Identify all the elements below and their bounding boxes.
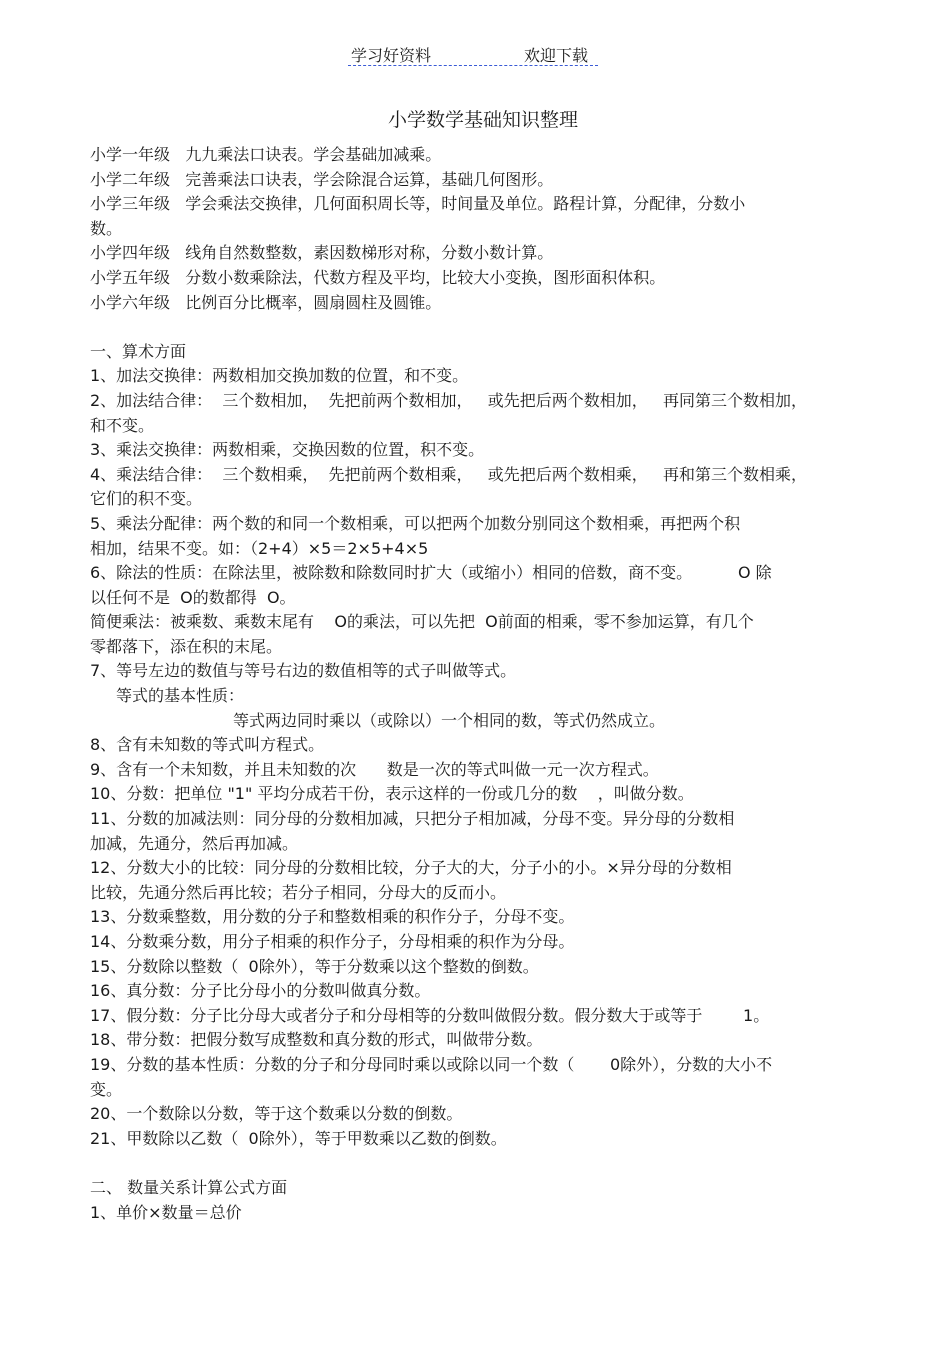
grade-list (90, 143, 860, 315)
text-line: 和不变。 (90, 415, 155, 435)
spacer (90, 315, 860, 340)
text-line: 比较，先通分然后再比较；若分子相同，分母大的反而小。 (90, 882, 507, 902)
text-line: 4、乘法结合律： 三个数相乘， 先把前两个数相乘， 或先把后两个数相乘， 再和第三个数相乘， (90, 464, 808, 484)
grade-line: 数。 (90, 218, 123, 238)
grade-line: 小学一年级 九九乘法口诀表。学会基础加减乘。 (90, 145, 442, 164)
text-line: 变。 (90, 1079, 123, 1099)
text-line: 10、分数：把单位 "1" 平均分成若干份，表示这样的一份或几分的数 ，叫做分数。 (90, 784, 694, 804)
spacer (90, 1151, 860, 1176)
equality-text: 等式两边同时乘以（或除以）一个相同的数，等式仍然成立。 (233, 710, 666, 730)
grade-line: 小学四年级 线角自然数整数，素因数梯形对称，分数小数计算。 (90, 243, 554, 263)
text-line: 18、带分数：把假分数写成整数和真分数的形式，叫做带分数。 (90, 1030, 543, 1050)
equality-label: 等式的基本性质： (116, 686, 245, 706)
section-heading: 二、 数量关系计算公式方面 (90, 1177, 288, 1197)
text-line: 7、等号左边的数值与等号右边的数值相等的式子叫做等式。 (90, 661, 517, 681)
header-right-text: 欢迎下载 (524, 46, 589, 65)
text-line: 相加，结果不变。如：（2+4）×5＝2×5+4×5 (90, 538, 429, 558)
text-line: 14、分数乘分数，用分子相乘的积作分子，分母相乘的积作为分母。 (90, 932, 575, 951)
text-line: 20、一个数除以分数，等于这个数乘以分数的倒数。 (90, 1104, 463, 1124)
document-body (90, 143, 860, 1225)
text-line: 零都落下，添在积的末尾。 (90, 636, 283, 656)
text-line: 以任何不是 O的数都得 O。 (90, 587, 296, 607)
section-arithmetic (90, 340, 860, 1152)
text-line: 8、含有未知数的等式叫方程式。 (90, 735, 325, 755)
text-line: 16、真分数：分子比分母小的分数叫做真分数。 (90, 981, 431, 1001)
document-title: 小学数学基础知识整理 (387, 109, 578, 131)
text-line: 1、单价×数量＝总价 (90, 1202, 242, 1222)
section-formulas (90, 1176, 860, 1225)
text-line: 17、假分数：分子比分母大或者分子和分母相等的分数叫做假分数。假分数大于或等于 1。 (90, 1005, 770, 1025)
text-line: 加减，先通分，然后再加减。 (90, 833, 299, 853)
text-line: 15、分数除以整数（ 0除外），等于分数乘以这个整数的倒数。 (90, 956, 539, 976)
text-line: 13、分数乘整数，用分数的分子和整数相乘的积作分子，分母不变。 (90, 907, 575, 927)
text-line: 12、分数大小的比较：同分母的分数相比较，分子大的大，分子小的小。×异分母的分数相 (90, 858, 732, 878)
text-line: 它们的积不变。 (90, 489, 203, 509)
text-line: 21、甲数除以乙数（ 0除外），等于甲数乘以乙数的倒数。 (90, 1128, 507, 1148)
grade-line: 小学三年级 学会乘法交换律，几何面积周长等，时间量及单位。路程计算，分配律，分数小 (90, 194, 746, 214)
grade-line: 小学二年级 完善乘法口诀表，学会除混合运算，基础几何图形。 (90, 169, 554, 189)
header-left-text: 学习好资料 (351, 46, 432, 65)
page-header (348, 41, 598, 66)
section-heading: 一、算术方面 (90, 341, 187, 361)
text-line: 2、加法结合律： 三个数相加， 先把前两个数相加， 或先把后两个数相加， 再同第三个数相加， (90, 390, 808, 410)
text-line: 9、含有一个未知数，并且未知数的次 数是一次的等式叫做一元一次方程式。 (90, 759, 659, 779)
text-line: 19、分数的基本性质：分数的分子和分母同时乘以或除以同一个数（ 0除外），分数的大小不 (90, 1054, 773, 1074)
text-line: 11、分数的加减法则：同分母的分数相加减，只把分子相加减，分母不变。异分母的分数相 (90, 809, 735, 829)
text-line: 3、乘法交换律：两数相乘，交换因数的位置，积不变。 (90, 440, 485, 460)
text-line: 6、除法的性质：在除法里，被除数和除数同时扩大（或缩小）相同的倍数，商不变。 O 除 (90, 563, 772, 583)
grade-line: 小学五年级 分数小数乘除法，代数方程及平均，比较大小变换，图形面积体积。 (90, 267, 666, 287)
text-line: 1、加法交换律：两数相加交换加数的位置，和不变。 (90, 366, 469, 386)
text-line: 简便乘法：被乘数、乘数末尾有 O的乘法，可以先把 O前面的相乘，零不参加运算，有几个 (90, 612, 754, 632)
grade-line: 小学六年级 比例百分比概率，圆扇圆柱及圆锥。 (90, 292, 442, 312)
text-line: 5、乘法分配律：两个数的和同一个数相乘，可以把两个加数分别同这个数相乘，再把两个积 (90, 513, 741, 533)
